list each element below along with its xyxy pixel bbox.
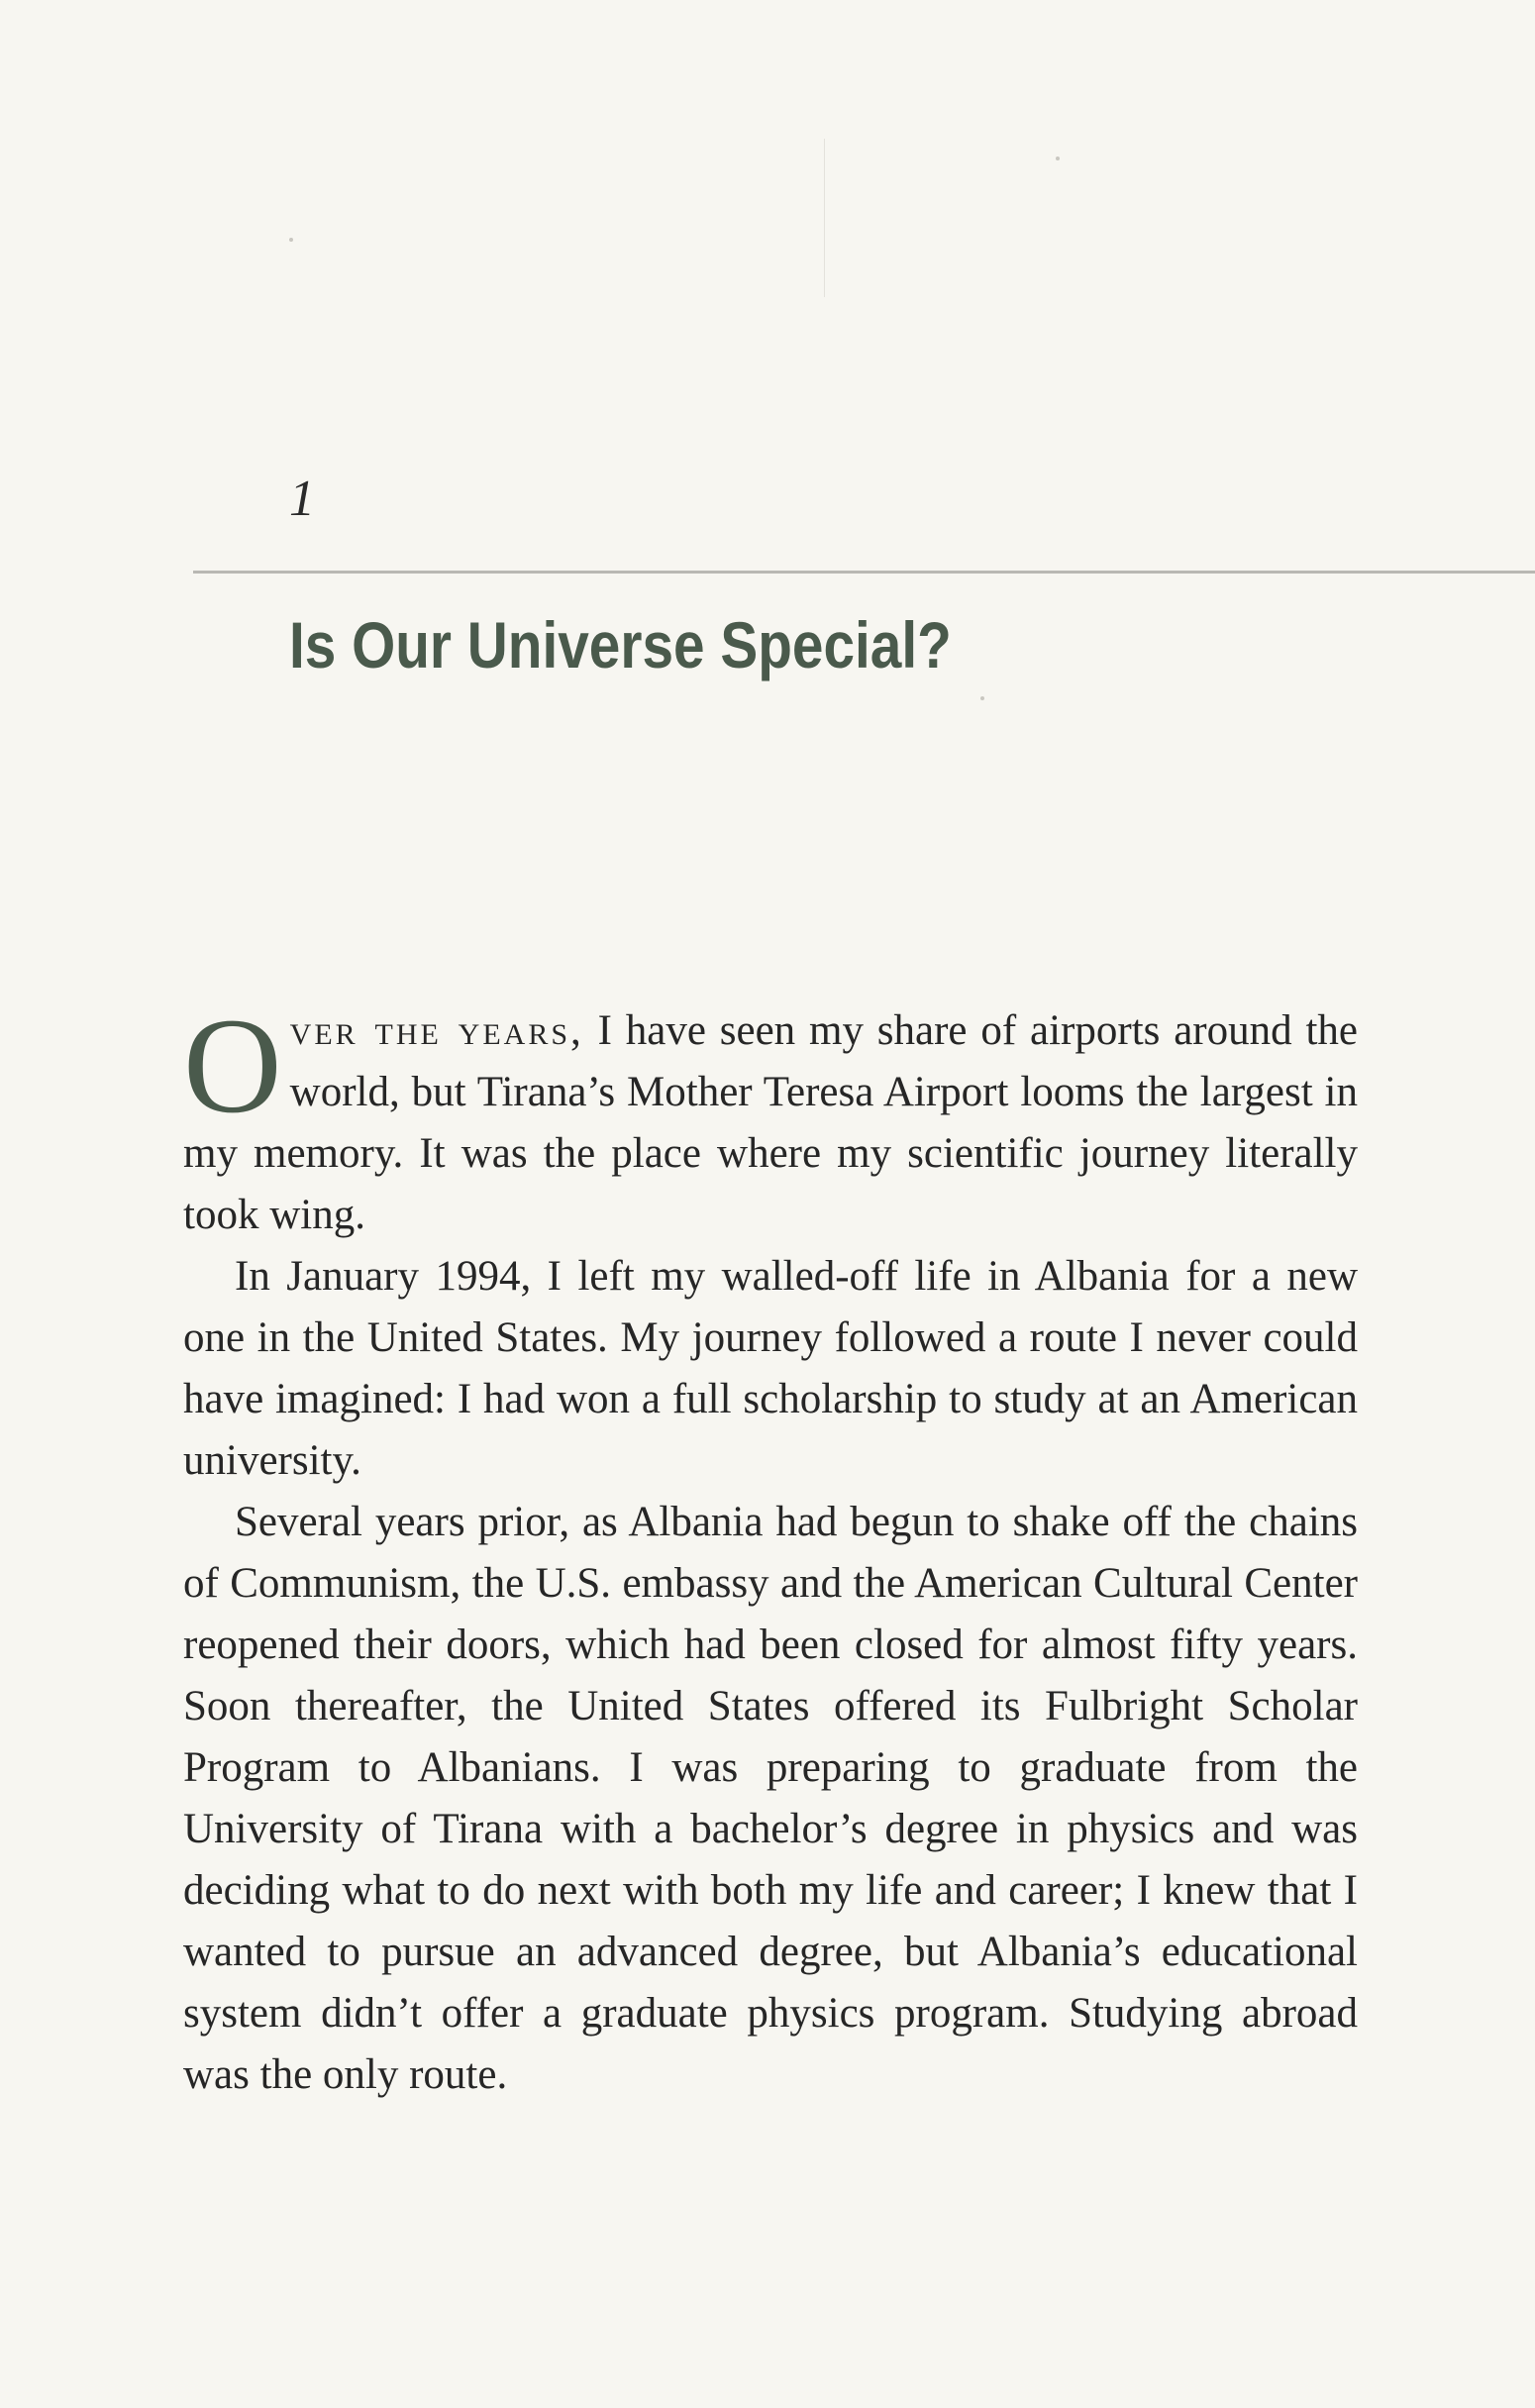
chapter-rule [193, 571, 1535, 574]
chapter-body [183, 990, 1358, 2106]
paper-speck [1056, 157, 1060, 160]
paper-speck [980, 696, 984, 700]
chapter-number: 1 [289, 471, 315, 527]
drop-cap: O [183, 990, 282, 1141]
paper-speck [289, 238, 293, 242]
paragraph-1 [183, 990, 1358, 1246]
paragraph-3: Several years prior, as Albania had begun to shake off the chains of Communism, the U.S. embassy and the American Cultural Center reopened their doors, which had been closed for almost fifty years. Soon thereafter, the United States offered its Fulbright Scholar Program to Albanians. I was preparing to graduate from the University of Tirana with a bachelor’s degree in physics and was deciding what to do next with both my life and career; I knew that I wanted to pursue an advanced degree, but Albania’s educational system didn’t offer a graduate physics program. Studying abroad was the only route. [183, 1499, 1358, 2098]
page-crease [824, 139, 825, 297]
paragraph-1-text: I have seen my share of airports around the world, but Tirana’s Mother Teresa Airport looms the largest in my memory. It was the place where my scientific journey literally took wing. [183, 1007, 1358, 1238]
chapter-title: Is Our Universe Special? [289, 608, 952, 681]
paragraph-2: In January 1994, I left my walled-off life in Albania for a new one in the United States. My journey followed a route I never could have imagined: I had won a full scholarship to study at an American university. [183, 1253, 1358, 1484]
lead-in-smallcaps: ver the years, [289, 1007, 584, 1054]
